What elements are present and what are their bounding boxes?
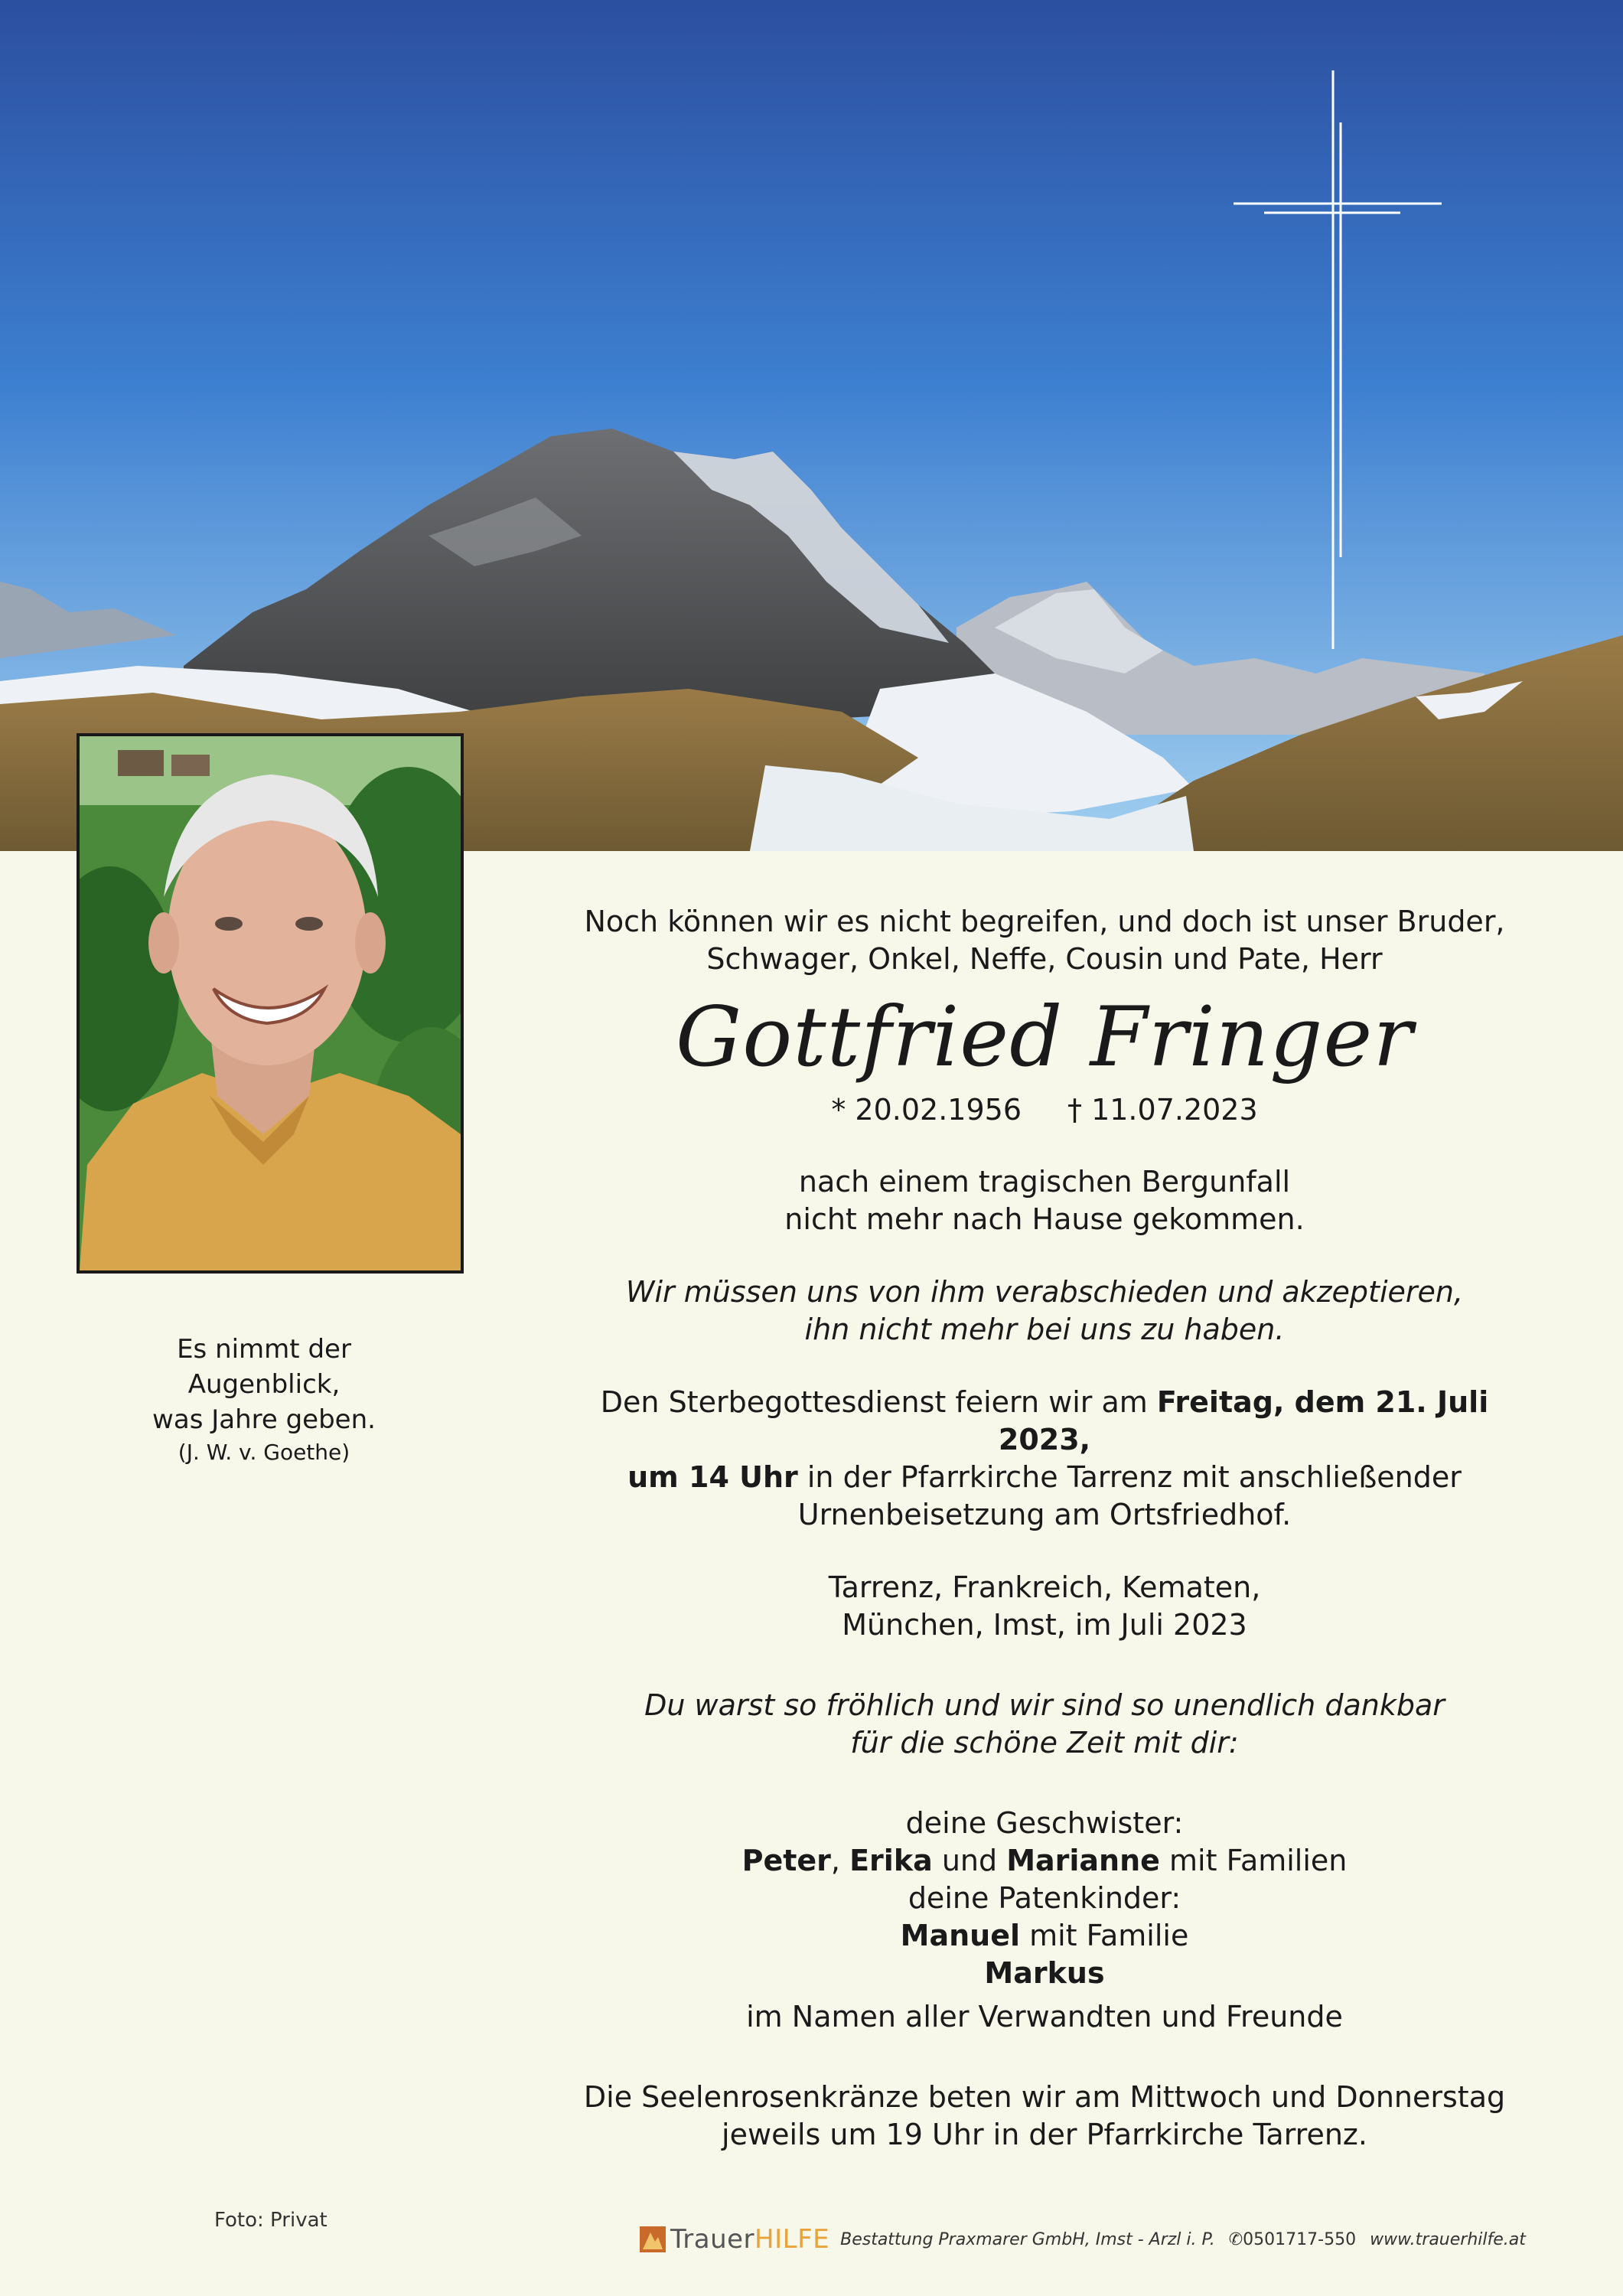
rosary-line: Die Seelenrosenkränze beten wir am Mittwoch und Donnerstag: [583, 2080, 1506, 2114]
cause-line: nicht mehr nach Hause gekommen.: [784, 1202, 1305, 1236]
intro-line: Schwager, Onkel, Neffe, Cousin und Pate, Herr: [706, 942, 1383, 976]
logo-text-hilfe: HILFE: [754, 2224, 830, 2255]
service-line: [551, 1459, 1538, 1496]
siblings-names: [551, 1842, 1538, 1880]
life-dates: [551, 1091, 1538, 1128]
siblings-label: deine Geschwister:: [905, 1806, 1184, 1840]
death-date: † 11.07.2023: [1067, 1093, 1258, 1127]
godchild-name: Manuel: [900, 1919, 1020, 1952]
sibling-name: Erika: [849, 1844, 933, 1877]
cross-icon: [1230, 67, 1445, 657]
godchild-name: Markus: [984, 1956, 1105, 1990]
quote-source: (J. W. v. Goethe): [178, 1440, 350, 1465]
farewell-line: Wir müssen uns von ihm verabschieden und akzeptieren,: [625, 1275, 1464, 1309]
photo-credit: Foto: Privat: [214, 2209, 328, 2232]
quote-line: Es nimmt der: [177, 1334, 351, 1365]
service-line: Urnenbeisetzung am Ortsfriedhof.: [797, 1498, 1292, 1531]
website-link[interactable]: www.trauerhilfe.at: [1370, 2229, 1526, 2249]
portrait-photo: [77, 733, 464, 1274]
godchild-line: [551, 1917, 1538, 1955]
obituary-text: [551, 903, 1538, 2154]
families-suffix: mit Familien: [1159, 1844, 1348, 1877]
service-time: um 14 Uhr: [627, 1460, 798, 1494]
rosary-line: jeweils um 19 Uhr in der Pfarrkirche Tarrenz.: [722, 2118, 1367, 2151]
service-date: Freitag, dem 21. Juli 2023,: [998, 1385, 1489, 1456]
quote-block: [92, 1332, 436, 1468]
birth-date: * 20.02.1956: [831, 1093, 1022, 1127]
thanks-line: für die schöne Zeit mit dir:: [850, 1726, 1239, 1760]
service-location: in der Pfarrkirche Tarrenz mit anschließender: [797, 1460, 1462, 1494]
intro-line: Noch können wir es nicht begreifen, und doch ist unser Bruder,: [584, 905, 1505, 938]
service-line: [551, 1384, 1538, 1459]
deceased-name: Gottfried Fringer: [676, 990, 1413, 1085]
sibling-name: Peter: [741, 1844, 831, 1877]
footer: [640, 2224, 1526, 2255]
company-name: Bestattung Praxmarer GmbH, Imst - Arzl i. P.: [840, 2229, 1215, 2249]
godchildren-label: deine Patenkinder:: [908, 1881, 1181, 1915]
quote-line: Augenblick,: [187, 1369, 341, 1400]
trauerhilfe-logo-icon: [640, 2226, 666, 2252]
separator: ,: [830, 1844, 850, 1877]
cause-line: nach einem tragischen Bergunfall: [798, 1165, 1291, 1199]
place-line: Tarrenz, Frankreich, Kematen,: [828, 1570, 1261, 1604]
separator: und: [932, 1844, 1007, 1877]
thanks-line: Du warst so fröhlich und wir sind so unendlich dankbar: [644, 1688, 1445, 1722]
farewell-line: ihn nicht mehr bei uns zu haben.: [804, 1313, 1285, 1346]
place-line: München, Imst, im Juli 2023: [842, 1608, 1247, 1642]
closing-line: im Namen aller Verwandten und Freunde: [746, 2000, 1343, 2033]
sibling-name: Marianne: [1006, 1844, 1160, 1877]
phone-icon: ✆: [1228, 2229, 1243, 2249]
phone-number: 0501717-550: [1243, 2229, 1357, 2249]
family-suffix: mit Familie: [1020, 1919, 1189, 1952]
logo-text-trauer: Trauer: [670, 2224, 755, 2255]
service-intro: Den Sterbegottesdienst feiern wir am: [600, 1385, 1157, 1419]
quote-line: was Jahre geben.: [152, 1404, 376, 1435]
